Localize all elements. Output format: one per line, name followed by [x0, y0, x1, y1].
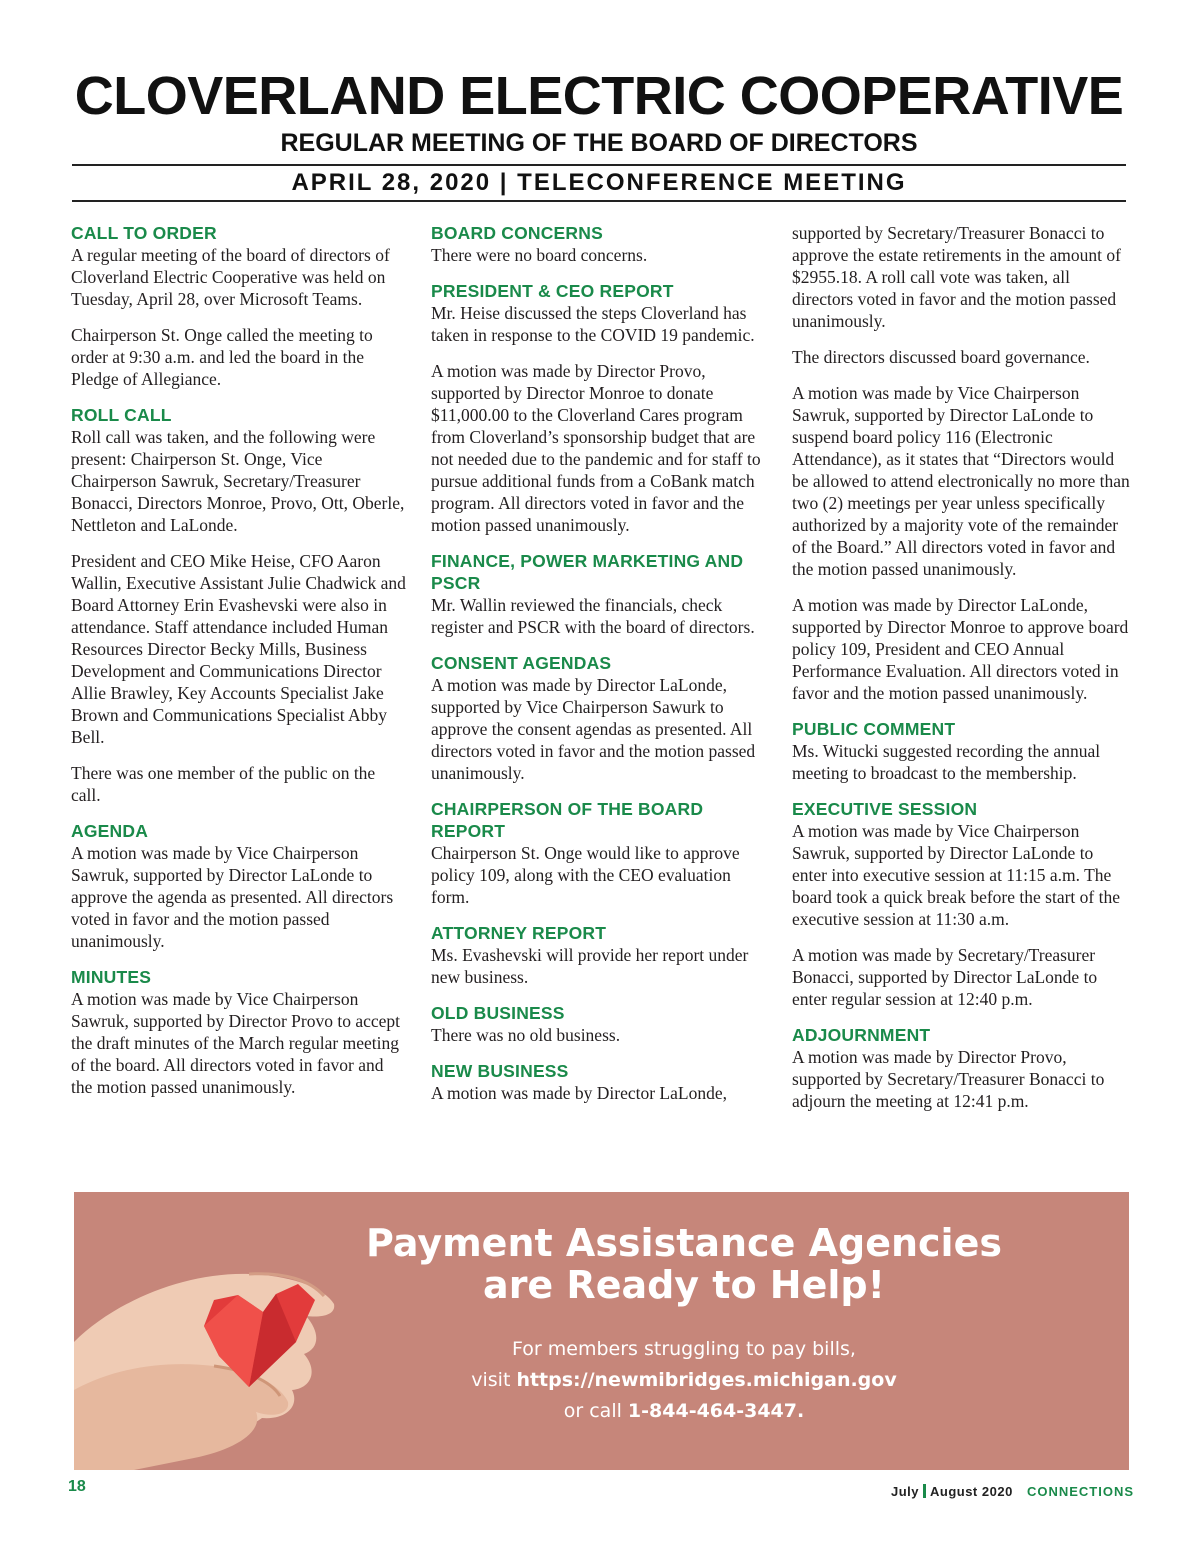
section-heading-old-business: OLD BUSINESS: [431, 1003, 565, 1023]
section-heading-agenda: AGENDA: [71, 821, 149, 841]
footer-month-1: July: [890, 1484, 919, 1499]
page-number: 18: [68, 1478, 86, 1495]
footer-year: 2020: [981, 1484, 1013, 1499]
section-heading-new-business: NEW BUSINESS: [431, 1061, 569, 1081]
section-heading-roll-call: ROLL CALL: [71, 405, 172, 425]
paragraph: A motion was made by Director Provo, supported by Secretary/Treasurer Bonacci to adjourn the meeting at 12:41 p.m.: [792, 1047, 1105, 1111]
paragraph: Ms. Evashevski will provide her report under new business.: [431, 945, 749, 987]
banner-headline-line-2: are Ready to Help!: [483, 1263, 885, 1307]
paragraph: Mr. Heise discussed the steps Cloverland has taken in response to the COVID 19 pandemic.: [431, 303, 755, 345]
section-heading-chair-report: CHAIRPERSON OF THE BOARD REPORT: [431, 799, 704, 841]
banner-text: [244, 1222, 1124, 1427]
paragraph: A motion was made by Director LaLonde,: [431, 1083, 727, 1103]
assistance-url-link[interactable]: https://newmibridges.michigan.gov: [516, 1369, 897, 1391]
paragraph: A regular meeting of the board of directors of Cloverland Electric Cooperative was held on Tuesday, April 28, over Microsoft Teams.: [71, 245, 390, 309]
section-heading-attorney-report: ATTORNEY REPORT: [431, 923, 607, 943]
paragraph: The directors discussed board governance.: [792, 347, 1090, 367]
page-title: CLOVERLAND ELECTRIC COOPERATIVE: [74, 66, 1124, 126]
masthead: [72, 66, 1126, 202]
banner-body: [244, 1334, 1124, 1427]
section-heading-president-report: PRESIDENT & CEO REPORT: [431, 281, 674, 301]
paragraph: A motion was made by Vice Chairperson Sawruk, supported by Director LaLonde to suspend board policy 116 (Electronic Attendance), as it states that “Directors would be allowed to attend electronically no more than two (2) meetings per year unless specifically authorized by a majority vote of the remainder of the Board.” All directors voted in favor and the motion passed unanimously.: [792, 383, 1130, 579]
footer-divider: [923, 1484, 926, 1498]
paragraph: A motion was made by Director Provo, supported by Director Monroe to donate $11,000.00 to the Cloverland Cares program from Cloverland’s sponsorship budget that are not needed due to the pandemic and for staff to pursue additional funds from a CoBank match program. All directors voted in favor and the motion passed unanimously.: [431, 361, 761, 535]
section-heading-board-concerns: BOARD CONCERNS: [431, 223, 603, 243]
call-label: or call: [563, 1400, 622, 1422]
paragraph: A motion was made by Director LaLonde, supported by Director Monroe to approve board policy 109, President and CEO Annual Performance Evaluation. All directors voted in favor and the motion passed unanimously.: [792, 595, 1129, 703]
paragraph: A motion was made by Director LaLonde, supported by Vice Chairperson Sawurk to approve the consent agendas as presented. All directors voted in favor and the motion passed unanimously.: [431, 675, 756, 783]
paragraph: Mr. Wallin reviewed the financials, check register and PSCR with the board of directors.: [431, 595, 755, 637]
column-2: [431, 222, 769, 1118]
page-subtitle: REGULAR MEETING OF THE BOARD OF DIRECTORS: [280, 129, 918, 157]
paragraph: A motion was made by Vice Chairperson Sawruk, supported by Director LaLonde to approve the agenda as presented. All directors voted in favor and the motion passed unanimously.: [71, 843, 394, 951]
dateline: APRIL 28, 2020 | TELECONFERENCE MEETING: [291, 169, 907, 196]
visit-label: visit: [471, 1369, 511, 1391]
paragraph: A motion was made by Vice Chairperson Sawruk, supported by Director LaLonde to enter into executive session at 11:15 a.m. The board took a quick break before the start of the executive session at 11:30 a.m.: [792, 821, 1120, 929]
section-heading-consent-agendas: CONSENT AGENDAS: [431, 653, 612, 673]
section-heading-executive-session: EXECUTIVE SESSION: [792, 799, 978, 819]
paragraph: Roll call was taken, and the following were present: Chairperson St. Onge, Vice Chairperson Sawruk, Secretary/Treasurer Bonacci, Directors Monroe, Provo, Ott, Oberle, Nettleton and LaLonde.: [71, 427, 405, 535]
section-heading-call-to-order: CALL TO ORDER: [71, 223, 217, 243]
publication-footer: [891, 1484, 1134, 1499]
paragraph: A motion was made by Vice Chairperson Sawruk, supported by Director Provo to accept the draft minutes of the March regular meeting of the board. All directors voted in favor and the motion passed unanimously.: [71, 989, 401, 1097]
bottom-rule: [72, 200, 1126, 202]
banner-headline-line-1: Payment Assistance Agencies: [366, 1221, 1002, 1265]
paragraph: A motion was made by Secretary/Treasurer Bonacci, supported by Director LaLonde to enter regular session at 12:40 p.m.: [792, 945, 1098, 1009]
footer-month-2: August: [929, 1484, 978, 1499]
paragraph: Chairperson St. Onge would like to approve policy 109, along with the CEO evaluation form.: [431, 843, 740, 907]
banner-body-line-1: For members struggling to pay bills,: [512, 1338, 856, 1360]
column-1: [71, 222, 409, 1112]
payment-assistance-banner: [74, 1192, 1129, 1470]
minutes-columns: [71, 222, 1131, 1182]
paragraph: Ms. Witucki suggested recording the annual meeting to broadcast to the membership.: [792, 741, 1101, 783]
paragraph: There was no old business.: [431, 1025, 621, 1045]
publication-name: CONNECTIONS: [1026, 1484, 1134, 1499]
paragraph: There were no board concerns.: [431, 245, 648, 265]
phone-number[interactable]: 1-844-464-3447: [627, 1400, 798, 1422]
section-heading-minutes: MINUTES: [71, 967, 152, 987]
phone-period: .: [797, 1400, 805, 1422]
column-3: [792, 222, 1130, 1126]
paragraph: supported by Secretary/Treasurer Bonacci to approve the estate retirements in the amount of $2955.18. A roll call vote was taken, all directors voted in favor and the motion passed unanimously.: [792, 223, 1121, 331]
section-heading-finance: FINANCE, POWER MARKETING AND PSCR: [431, 551, 744, 593]
paragraph: There was one member of the public on the call.: [71, 763, 376, 805]
section-heading-public-comment: PUBLIC COMMENT: [792, 719, 956, 739]
paragraph: Chairperson St. Onge called the meeting to order at 9:30 a.m. and led the board in the Pledge of Allegiance.: [71, 325, 373, 389]
section-heading-adjournment: ADJOURNMENT: [792, 1025, 931, 1045]
paragraph: President and CEO Mike Heise, CFO Aaron Wallin, Executive Assistant Julie Chadwick and Board Attorney Erin Evashevski were also in attendance. Staff attendance included Human Resources Director Becky Mills, Business Development and Communications Director Allie Brawley, Key Accounts Specialist Jake Brown and Communications Specialist Abby Bell.: [71, 551, 406, 747]
